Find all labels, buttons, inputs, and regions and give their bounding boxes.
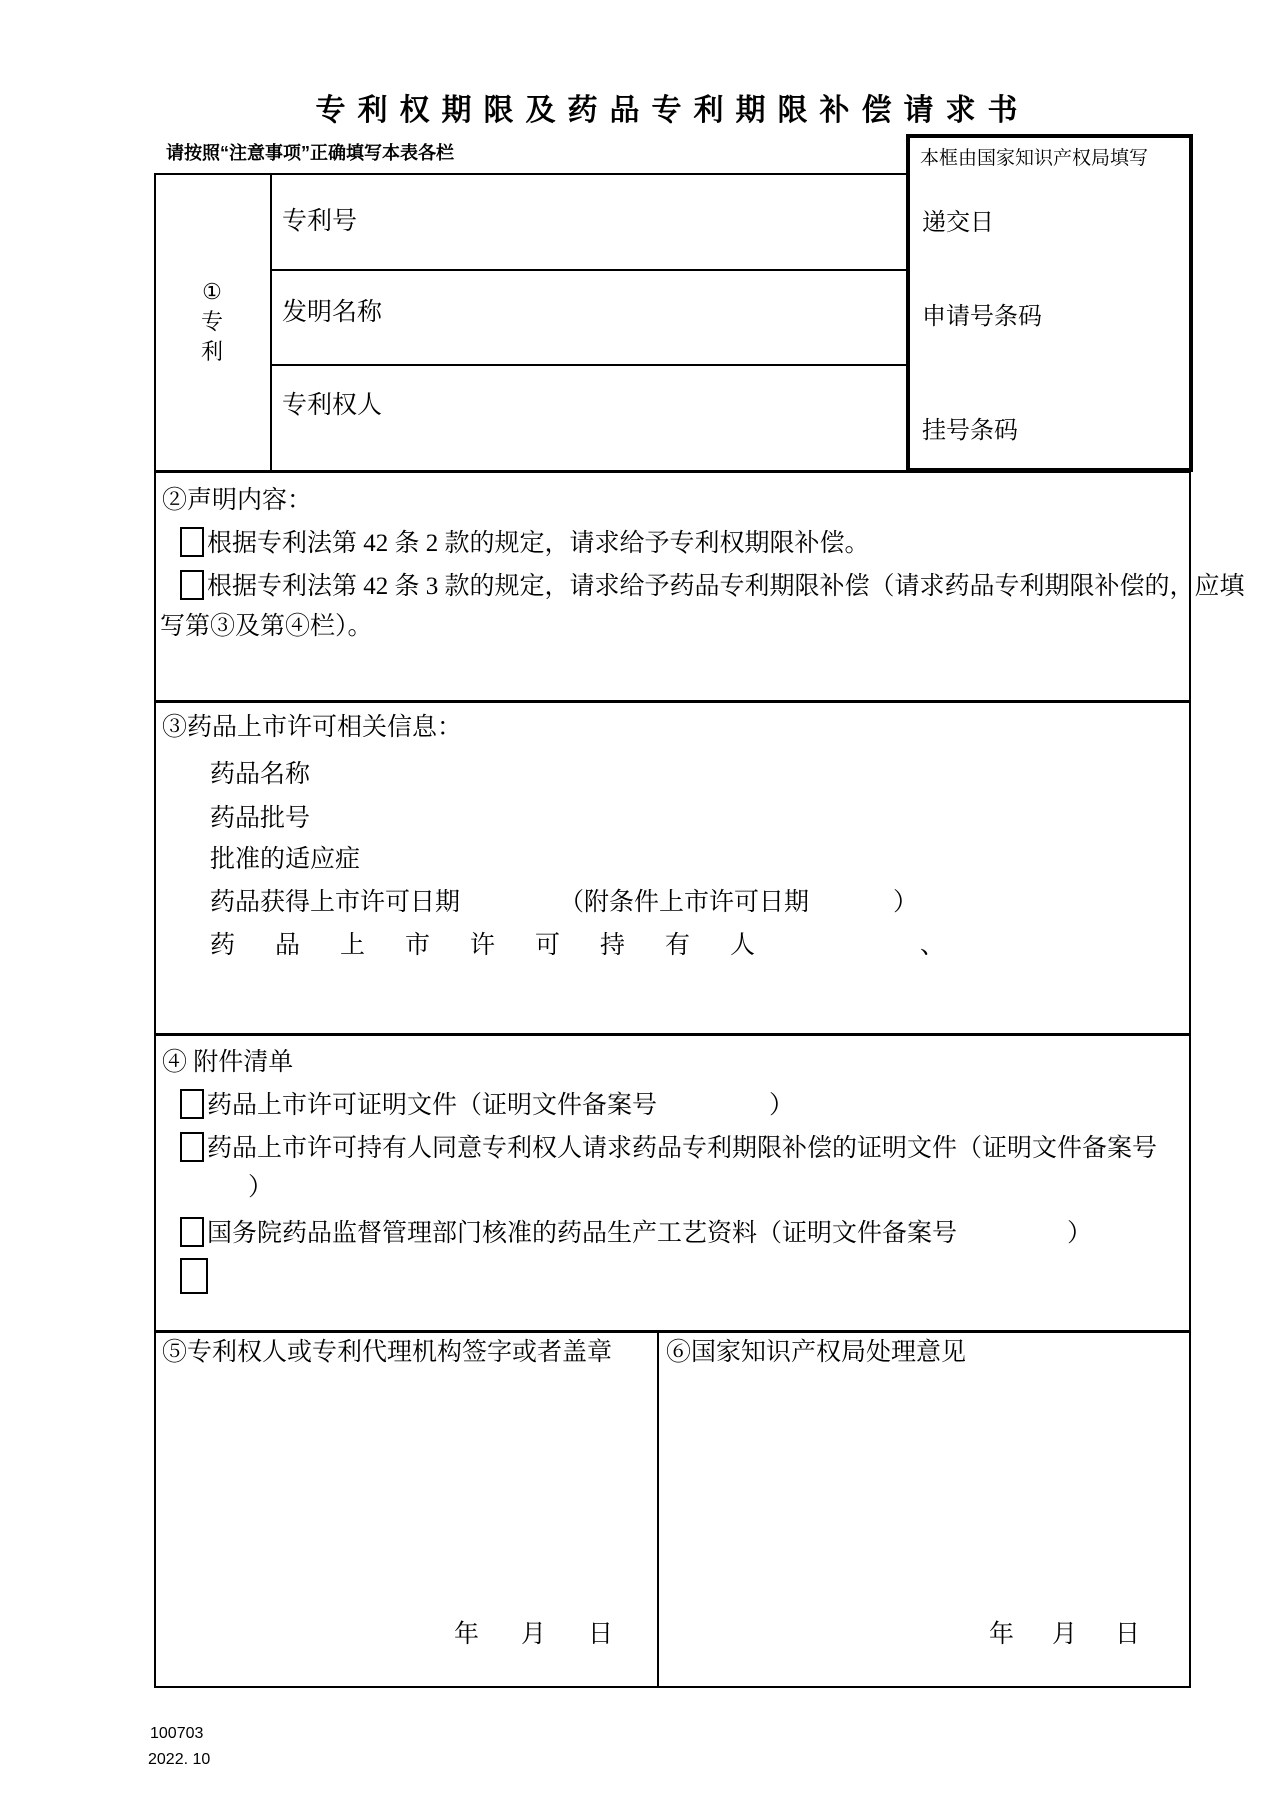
section1-number: ① [202, 278, 222, 304]
attachment-row-2 [180, 1132, 1157, 1164]
office-use-box [906, 134, 1193, 472]
month-label: 月 [521, 1621, 547, 1648]
approved-indication-label: 批准的适应症 [210, 846, 361, 873]
divider-section3-4 [154, 1033, 1191, 1036]
attachment-text-3: 国务院药品监督管理部门核准的药品生产工艺资料（证明文件备案号 [207, 1220, 958, 1247]
form-subtitle: 请按照“注意事项”正确填写本表各栏 [166, 143, 454, 163]
attachment-text-1: 药品上市许可证明文件（证明文件备案号 [207, 1092, 658, 1119]
section1-char-1: 专 [200, 308, 223, 334]
enumeration-comma: 、 [920, 932, 946, 959]
section1-row-divider-2 [270, 364, 908, 366]
attachment-text-2: 药品上市许可持有人同意专利权人请求药品专利期限补偿的证明文件（证明文件备案号 [207, 1135, 1158, 1162]
month-label: 月 [1052, 1621, 1078, 1648]
section2-heading: ②声明内容： [162, 487, 313, 514]
attachment-checkbox-3[interactable] [180, 1217, 204, 1247]
declaration-row-2 [180, 570, 1245, 602]
declaration-text-1: 根据专利法第 42 条 2 款的规定，请求给予专利权期限补偿。 [207, 530, 870, 557]
patent-number-label: 专利号 [282, 208, 358, 235]
divider-section4-5 [154, 1330, 1191, 1333]
year-label: 年 [989, 1621, 1015, 1648]
close-paren: ） [893, 889, 919, 916]
day-label: 日 [588, 1621, 614, 1648]
marketing-approval-date-label: 药品获得上市许可日期 [210, 889, 461, 916]
section1-patent-column [154, 173, 270, 470]
section3-heading: ③药品上市许可相关信息： [162, 714, 463, 741]
declaration-row-1 [180, 527, 870, 559]
marketing-approval-date-row [210, 888, 918, 918]
form-version-date: 2022. 10 [148, 1751, 211, 1768]
section6-date-row [989, 1620, 1140, 1650]
attachment-row-3 [180, 1217, 1092, 1249]
conditional-approval-date-label: （附条件上市许可日期 [559, 889, 810, 916]
section6-heading: ⑥国家知识产权局处理意见 [666, 1339, 967, 1366]
declaration-checkbox-1[interactable] [180, 527, 204, 557]
section1-row-divider-1 [270, 269, 908, 271]
patentee-label: 专利权人 [282, 392, 383, 419]
form-title: 专利权期限及药品专利期限补偿请求书 [315, 94, 1030, 127]
office-use-box-header: 本框由国家知识产权局填写 [920, 148, 1149, 169]
day-label: 日 [1115, 1621, 1141, 1648]
marketing-license-holder-row [210, 931, 945, 961]
declaration-text-2-wrap: 写第③及第④栏）。 [160, 613, 373, 640]
section4-heading: ④ 附件清单 [162, 1049, 294, 1076]
drug-name-label: 药品名称 [210, 761, 311, 788]
section5-heading: ⑤专利权人或专利代理机构签字或者盖章 [162, 1339, 613, 1366]
attachment-checkbox-1[interactable] [180, 1089, 204, 1119]
section5-date-row [454, 1620, 613, 1650]
application-number-barcode-label: 申请号条码 [922, 304, 1042, 330]
marketing-license-holder-label: 药品上市许可持有人 [210, 932, 796, 959]
registration-barcode-label: 挂号条码 [922, 418, 1018, 444]
submission-date-label: 递交日 [922, 210, 994, 236]
declaration-text-2: 根据专利法第 42 条 3 款的规定，请求给予药品专利期限补偿（请求药品专利期限补偿的，应填 [207, 573, 1245, 600]
section1-char-2: 利 [200, 338, 223, 364]
invention-title-label: 发明名称 [282, 299, 383, 326]
divider-section1-2 [154, 470, 1191, 473]
divider-section2-3 [154, 700, 1191, 703]
drug-batch-label: 药品批号 [210, 805, 311, 832]
attachment-checkbox-2[interactable] [180, 1132, 204, 1162]
attachment-text-2-wrap: ） [248, 1174, 274, 1201]
attachment-row-1 [180, 1089, 794, 1121]
attachment-checkbox-4[interactable] [180, 1258, 208, 1294]
close-paren: ） [769, 1092, 795, 1119]
attachment-row-4 [180, 1258, 211, 1294]
declaration-checkbox-2[interactable] [180, 570, 204, 600]
form-code: 100703 [150, 1725, 204, 1742]
year-label: 年 [454, 1621, 480, 1648]
divider-section5-6 [657, 1330, 659, 1688]
section1-column-divider [270, 173, 272, 470]
close-paren: ） [1067, 1220, 1093, 1247]
